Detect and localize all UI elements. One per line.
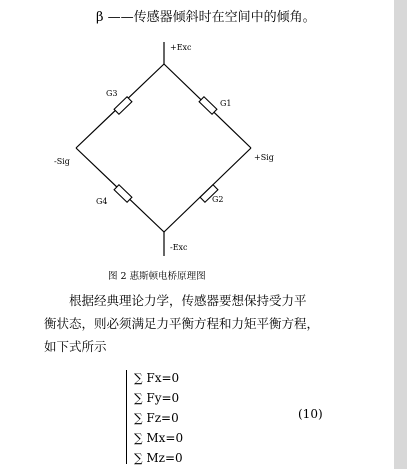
figure-caption: 图 2 惠斯顿电桥原理图	[108, 271, 206, 282]
resistor-g1	[199, 97, 217, 115]
beta-definition: β ——传感器倾斜时在空间中的倾角。	[96, 10, 316, 25]
label-minus-exc: -Exc	[170, 243, 188, 252]
paragraph-line: 衡状态，则必须满足力平衡方程和力矩平衡方程，	[44, 316, 320, 331]
equation-line: ∑ Fz=0	[134, 411, 179, 425]
equation-number: (10)	[298, 407, 323, 421]
label-plus-sig: +Sig	[254, 153, 274, 162]
equation-line: ∑ Fy=0	[134, 391, 180, 405]
resistor-g3	[114, 97, 132, 115]
wheatstone-bridge-diagram	[40, 36, 280, 268]
label-plus-exc: +Exc	[170, 43, 192, 52]
equation-brace	[126, 370, 130, 464]
equation-line: ∑ Fx=0	[134, 371, 180, 385]
label-g3: G3	[106, 89, 118, 98]
label-g1: G1	[220, 99, 232, 108]
bridge-svg	[40, 36, 280, 264]
paragraph-line: 根据经典理论力学，传感器要想保持受力平	[69, 293, 307, 308]
body-paragraph	[44, 289, 344, 358]
equation-line: ∑ Mz=0	[134, 451, 183, 465]
equation-line: ∑ Mx=0	[134, 431, 184, 445]
side-scrollbar[interactable]	[394, 0, 407, 469]
label-g2: G2	[212, 195, 224, 204]
paragraph-line: 如下式所示	[44, 339, 107, 354]
resistor-g4	[114, 185, 132, 203]
label-minus-sig: -Sig	[54, 157, 70, 166]
label-g4: G4	[96, 197, 108, 206]
